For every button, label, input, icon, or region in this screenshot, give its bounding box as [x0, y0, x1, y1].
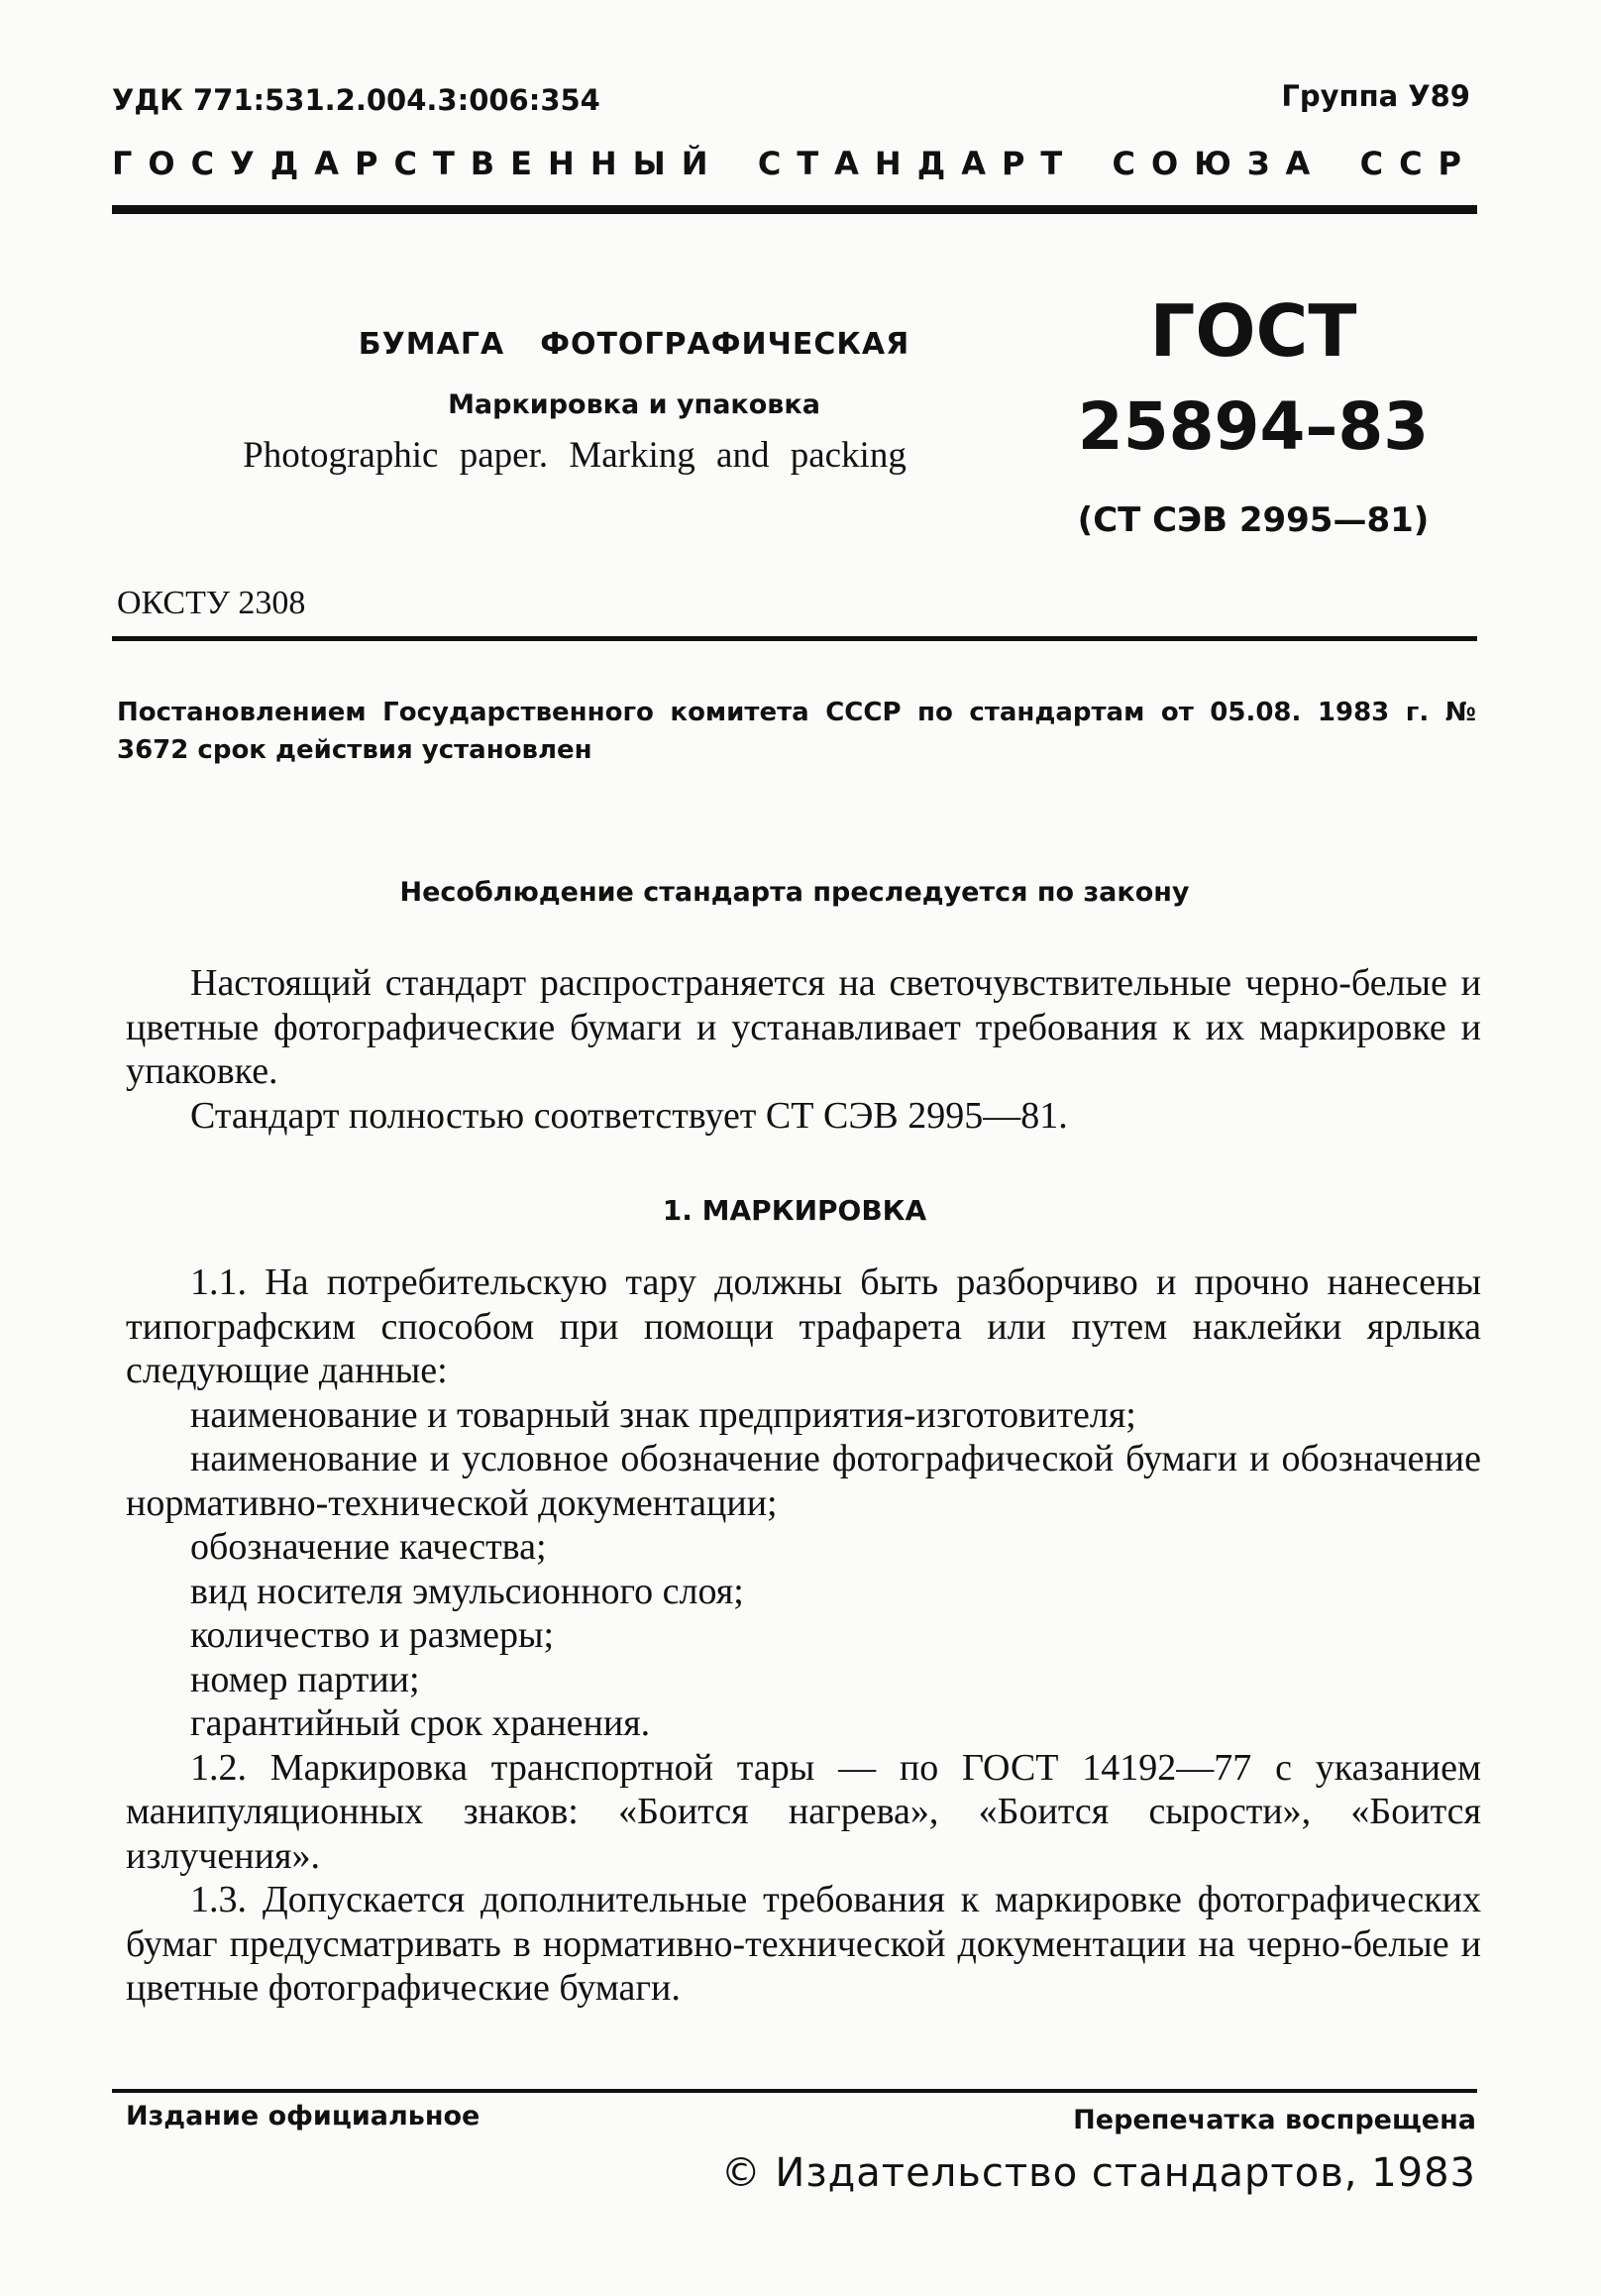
list-item: наименование и условное обозначение фотографической бумаги и обозначение нормативно-технической документации;: [126, 1438, 1481, 1524]
list-item: номер партии;: [190, 1658, 420, 1700]
sev-reference: (СТ СЭВ 2995—81): [1077, 500, 1430, 540]
clause-1-3: 1.3. Допускается дополнительные требования к маркировке фотографических бумаг предусматривать в нормативно-технической документации на черно-белые и цветные фотографические бумаги.: [126, 1879, 1481, 2009]
list-item: количество и размеры;: [190, 1614, 555, 1656]
title-word: ФОТОГРАФИЧЕСКАЯ: [540, 327, 910, 362]
copyright-note: © Издательство стандартов, 1983: [720, 2150, 1476, 2196]
intro-block: [126, 961, 1481, 1138]
okstu-code: ОКСТУ 2308: [117, 585, 306, 621]
document-subtitle: Маркировка и упаковка: [448, 389, 820, 420]
banner-word: СТАНДАРТ: [757, 145, 1079, 182]
intro-paragraph: Настоящий стандарт распространяется на светочувствительные черно-белые и цветные фотографические бумаги и устанавливает требования к их маркировке и упаковке.: [126, 962, 1481, 1092]
banner-word: ГОСУДАРСТВЕННЫЙ: [112, 145, 724, 182]
header-rule: [112, 205, 1477, 214]
section-body: [126, 1260, 1481, 2011]
list-item: вид носителя эмульсионного слоя;: [190, 1570, 744, 1612]
banner-word: ССР: [1359, 145, 1477, 182]
gost-label: ГОСТ: [1149, 289, 1357, 373]
clause-1-1: 1.1. На потребительскую тару должны быть разборчиво и прочно нанесены типографским способом при помощи трафарета или путем наклейки ярлыка следующие данные:: [126, 1261, 1481, 1391]
list-item: обозначение качества;: [190, 1526, 547, 1568]
clause-1-2: 1.2. Маркировка транспортной тары — по ГОСТ 14192—77 с указанием манипуляционных знаков: «Боится нагрева», «Боится сырости», «Боится излучения».: [126, 1746, 1481, 1877]
title-word: БУМАГА: [358, 327, 505, 362]
reprint-note: Перепечатка воспрещена: [1073, 2105, 1476, 2135]
state-standard-banner: [112, 145, 1477, 182]
gost-number: 25894–83: [1077, 388, 1430, 465]
decree-text: Постановлением Государственного комитета СССР по стандартам от 05.08. 1983 г. № 3672 срок действия установлен: [117, 698, 1476, 765]
edition-note: Издание официальное: [126, 2101, 480, 2132]
english-title: Photographic paper. Marking and packing: [243, 435, 907, 476]
udk-code: УДК 771:531.2.004.3:006:354: [112, 83, 600, 117]
intro-paragraph: Стандарт полностью соответствует СТ СЭВ 2995—81.: [190, 1094, 1068, 1137]
law-notice: Несоблюдение стандарта преследуется по закону: [399, 877, 1190, 908]
group-code: Группа У89: [1281, 79, 1470, 113]
document-title: [307, 327, 961, 362]
footer-rule: [112, 2089, 1477, 2093]
section-heading: 1. МАРКИРОВКА: [662, 1194, 927, 1227]
section-rule: [112, 636, 1477, 641]
list-item: гарантийный срок хранения.: [190, 1702, 651, 1744]
list-item: наименование и товарный знак предприятия-изготовителя;: [190, 1393, 1136, 1436]
banner-word: СОЮЗА: [1112, 145, 1327, 182]
